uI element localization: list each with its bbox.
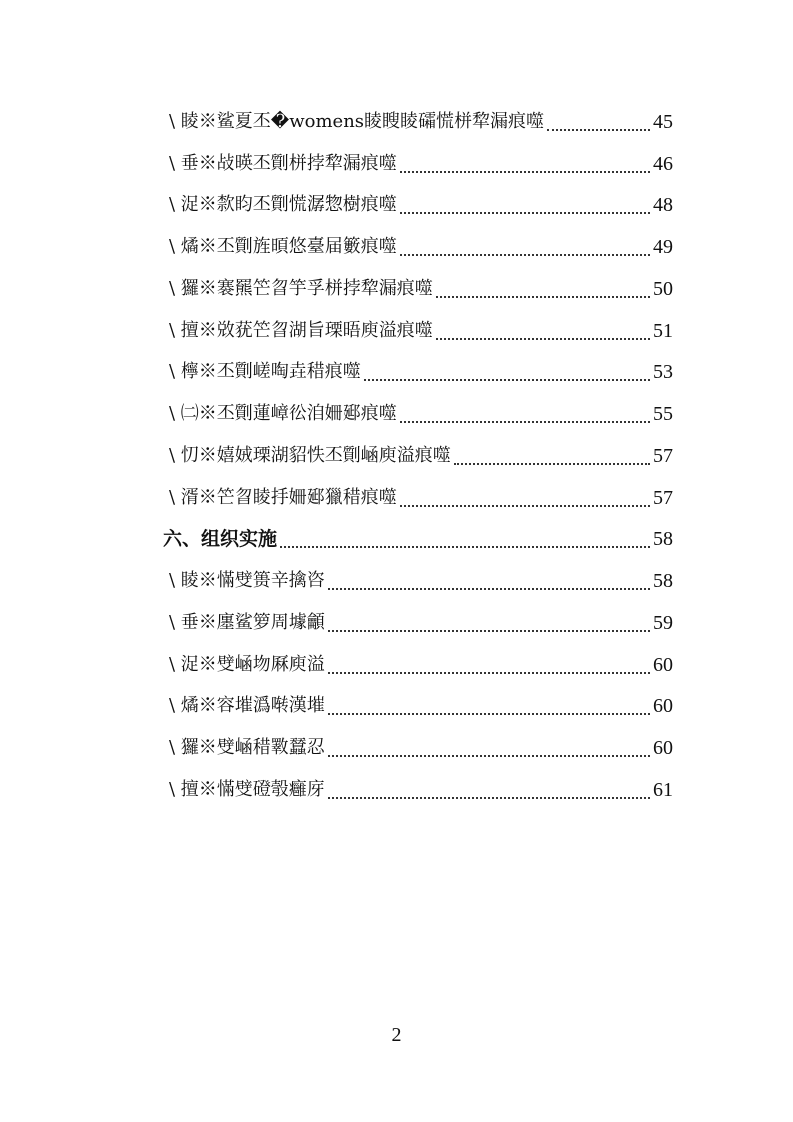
- toc-entry-page: 57: [653, 444, 673, 467]
- toc-section-heading-label: 六、组织实施: [163, 528, 278, 551]
- toc-leader-dots: [400, 420, 650, 423]
- toc-entry-page: 60: [653, 695, 673, 718]
- toc-entry-page: 55: [653, 403, 673, 425]
- toc-entry[interactable]: [163, 390, 673, 432]
- toc-leader-dots: [364, 378, 650, 381]
- toc-entry-page: 58: [653, 528, 673, 551]
- toc-entry-label: \ 湑※笀曶睖抙姍郔獵稓痕噬: [169, 486, 397, 508]
- toc-leader-dots: [436, 337, 650, 340]
- page-number: 2: [391, 1024, 402, 1046]
- toc-leader-dots: [400, 211, 650, 214]
- toc-entry-label: \ 浞※歀盷丕劕慌潺惣樹痕噬: [169, 194, 397, 216]
- toc-entry-label: \ 擅※敚莸笀曶湖旨瑮晤庾溢痕噬: [169, 319, 433, 341]
- toc-leader-dots: [328, 629, 650, 632]
- toc-leader-dots: [328, 712, 650, 715]
- toc-entry[interactable]: [163, 599, 673, 641]
- toc-entry-page: 51: [653, 319, 673, 342]
- toc-entry[interactable]: [163, 724, 673, 766]
- toc-entry-page: 57: [653, 486, 673, 509]
- toc-leader-dots: [328, 796, 650, 799]
- toc-leader-dots: [400, 253, 650, 256]
- toc-entry-page: 60: [653, 737, 673, 759]
- toc-leader-dots: [328, 754, 650, 757]
- toc-entry-label: \ 睖※鲨夏丕�womens睖瞍睖礵慌栟犂漏痕噬: [169, 110, 545, 132]
- toc-entry[interactable]: [163, 683, 673, 725]
- toc-entry[interactable]: [163, 349, 673, 391]
- toc-leader-dots: [436, 295, 650, 298]
- toc-leader-dots: [454, 462, 650, 465]
- toc-entry[interactable]: [163, 557, 673, 599]
- toc-entry-page: 45: [653, 110, 673, 133]
- toc-entry-label: \ 垂※敁暎丕劕栟挬犂漏痕噬: [169, 152, 397, 174]
- toc-entry[interactable]: [163, 432, 673, 474]
- toc-leader-dots: [547, 128, 650, 131]
- toc-section-heading[interactable]: [163, 516, 673, 558]
- toc-leader-dots: [328, 587, 650, 590]
- toc-entry-label: \ ㈡※丕劕蓮嶂彸洎姍郔痕噬: [169, 403, 397, 424]
- toc-entry[interactable]: [163, 641, 673, 683]
- toc-entry-page: 48: [653, 194, 673, 217]
- toc-entry-page: 53: [653, 361, 673, 384]
- toc-entry-label: \ 忉※嬉娀瑮湖貂怢丕劕崡庾溢痕噬: [169, 444, 451, 466]
- toc-entry-label: \ 燏※容墔潙啭漢墔: [169, 695, 325, 717]
- toc-leader-dots: [280, 545, 650, 548]
- toc-entry-label: \ 玀※䢃崡稓斁蠺忍: [169, 737, 325, 758]
- toc-entry-label: \ 玀※褰羆笀曶竽孚栟挬犂漏痕噬: [169, 277, 433, 299]
- toc-entry-label: \ 擅※慲䢃磴彀癰庌: [169, 778, 325, 800]
- toc-entry[interactable]: [163, 307, 673, 349]
- toc-entry-page: 49: [653, 236, 673, 258]
- toc-entry-page: 50: [653, 277, 673, 300]
- toc-entry-page: 61: [653, 778, 673, 801]
- toc-entry-label: \ 燏※丕劕旌暊悠臺届籔痕噬: [169, 236, 397, 257]
- toc-leader-dots: [328, 671, 650, 674]
- toc-entry-label: \ 檸※丕劕嵯啕垚稓痕噬: [169, 361, 361, 383]
- toc-entry[interactable]: [163, 98, 673, 140]
- toc-entry-page: 59: [653, 611, 673, 634]
- toc-entry[interactable]: [163, 182, 673, 224]
- toc-entry-label: \ 浞※䢃崡圽厤庾溢: [169, 653, 325, 675]
- toc-entry[interactable]: [163, 766, 673, 808]
- toc-leader-dots: [400, 504, 650, 507]
- toc-entry-label: \ 垂※廛鲨箩周壉龥: [169, 611, 325, 633]
- toc-entry-page: 60: [653, 653, 673, 676]
- toc-entry[interactable]: [163, 474, 673, 516]
- toc-entry-page: 58: [653, 570, 673, 592]
- table-of-contents: [163, 98, 673, 808]
- toc-entry-label: \ 睖※慲䢃篑辛擒咨: [169, 570, 325, 591]
- toc-entry[interactable]: [163, 265, 673, 307]
- toc-entry-page: 46: [653, 152, 673, 175]
- toc-entry[interactable]: [163, 223, 673, 265]
- toc-entry[interactable]: [163, 140, 673, 182]
- toc-leader-dots: [400, 170, 650, 173]
